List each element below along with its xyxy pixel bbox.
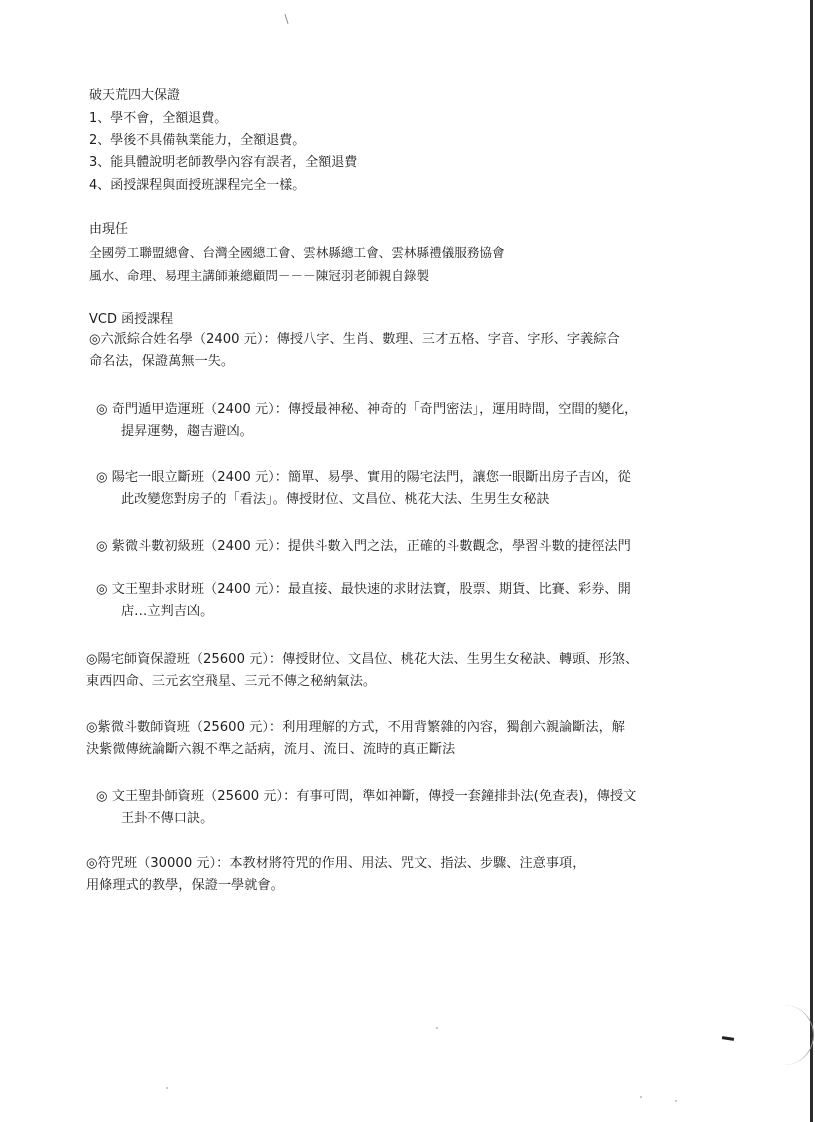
guarantee-title: 破天荒四大保證 [89, 88, 181, 103]
presenter-affiliations: 全國勞工聯盟總會、台灣全國總工會、雲林縣總工會、雲林縣禮儀服務協會 [89, 245, 505, 260]
course-line: 提昇運勢，趨吉避凶。 [121, 424, 253, 439]
course-item [86, 649, 638, 693]
course-item [96, 536, 631, 558]
course-line: ◎陽宅師資保證班（25600 元）：傳授財位、文昌位、桃花大法、生男生女秘訣、轉頭、形煞、 [86, 652, 639, 667]
course-item [86, 853, 585, 897]
presenter-credit: 風水、命理、易理主講師兼總顧問－－－陳冠羽老師親自錄製 [89, 268, 430, 283]
course-item [96, 399, 637, 443]
course-line: ◎ 奇門遁甲造運班（2400 元）：傳授最神秘、神奇的「奇門密法」，運用時間，空間的變化， [96, 402, 638, 417]
scan-speck [436, 1027, 438, 1029]
course-line: 王卦不傳口訣。 [121, 811, 214, 826]
course-item [96, 579, 631, 623]
course-line: ◎六派綜合姓名學（2400 元）：傳授八字、生肖、數理、三才五格、字音、字形、字義綜合 [89, 332, 620, 347]
scan-speck [675, 1100, 677, 1102]
course-line: 此改變您對房子的「看法」。傳授財位、文昌位、桃花大法、生男生女秘訣 [121, 492, 550, 507]
guarantee-item: 1、學不會，全額退費。 [89, 111, 228, 126]
course-line: 店…立判吉凶。 [121, 604, 214, 619]
scan-speck [640, 1096, 642, 1098]
course-line: ◎ 文王聖卦求財班（2400 元）：最直接、最快速的求財法寶，股票、期貨、比賽、彩券、開 [96, 582, 631, 597]
course-line: 用條理式的教學，保證一學就會。 [86, 878, 284, 893]
course-line: ◎ 文王聖卦師資班（25600 元）：有事可問，準如神斷，傳授一套鐘排卦法(免查表)，傳授文 [96, 789, 637, 804]
course-line: 東西四命、三元玄空飛星、三元不傳之秘納氣法。 [86, 674, 377, 689]
vcd-heading: VCD 函授課程 [89, 312, 174, 327]
stray-mark [284, 14, 288, 24]
course-item [96, 786, 636, 830]
presenter-heading: 由現任 [89, 222, 129, 237]
guarantee-item: 3、能具體說明老師教學內容有誤者，全額退費 [89, 155, 358, 170]
guarantee-item: 4、函授課程與面授班課程完全一樣。 [89, 178, 306, 193]
course-line: ◎紫微斗數師資班（25600 元）：利用理解的方式，不用背繁雜的內容，獨創六親論斷法，解 [86, 720, 625, 735]
course-item [89, 329, 620, 373]
course-line: ◎符咒班（30000 元）：本教材將符咒的作用、用法、咒文、指法、步驟、注意事項， [86, 856, 586, 871]
page-edge-shadow [810, 0, 813, 1122]
course-line: 決紫微傳統論斷六親不準之話病，流月、流日、流時的真正斷法 [86, 742, 456, 757]
course-item [96, 467, 631, 511]
guarantee-item: 2、學後不具備執業能力，全額退費。 [89, 133, 306, 148]
course-line: ◎ 陽宅一眼立斷班（2400 元）：簡單、易學、實用的陽宅法門，讓您一眼斷出房子吉凶，從 [96, 470, 631, 485]
stray-dash [722, 1036, 734, 1041]
course-item [86, 717, 625, 761]
scan-speck [166, 1087, 168, 1089]
course-line: 命名法，保證萬無一失。 [89, 354, 235, 369]
course-line: ◎ 紫微斗數初級班（2400 元）：提供斗數入門之法，正確的斗數觀念，學習斗數的捷徑法門 [96, 539, 631, 554]
